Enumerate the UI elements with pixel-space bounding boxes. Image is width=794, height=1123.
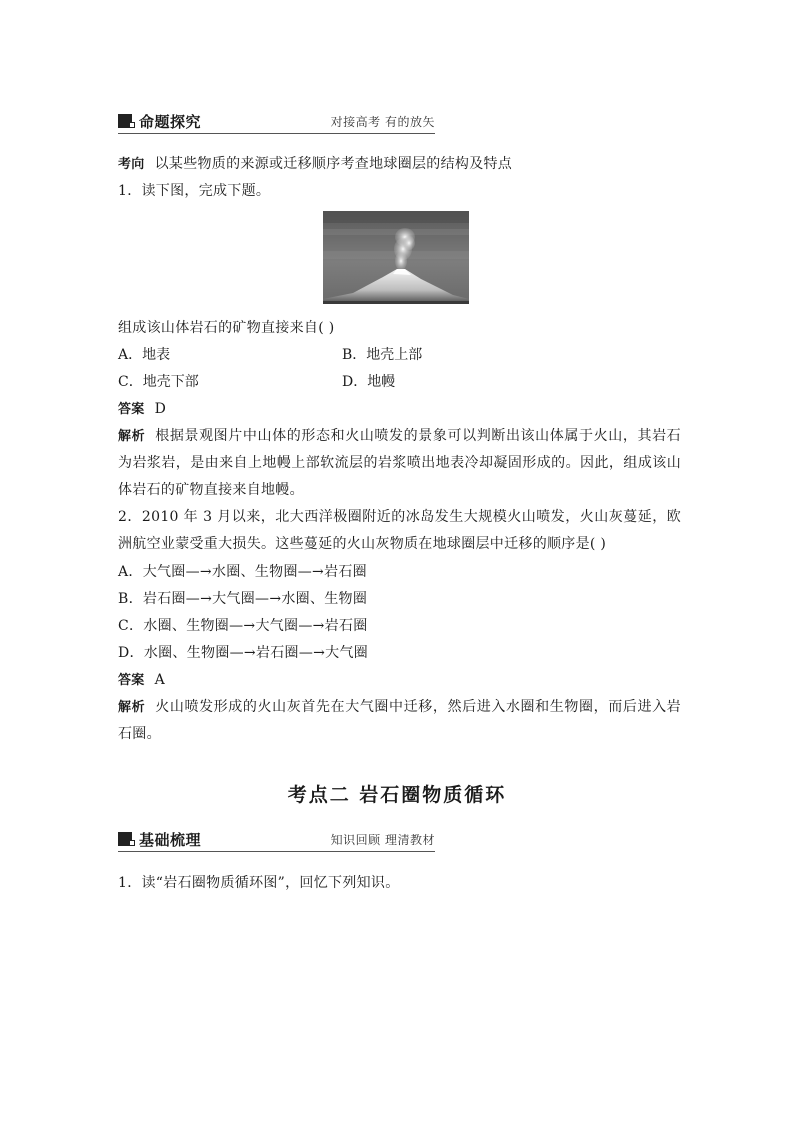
q1-option-b: B．地壳上部 bbox=[342, 347, 423, 363]
direction-label: 考向 bbox=[118, 157, 145, 172]
q3-stem: 1．读“岩石圈物质循环图”，回忆下列知识。 bbox=[118, 875, 400, 891]
section-title: 命题探究 bbox=[139, 113, 202, 131]
direction-text: 以某些物质的来源或迁移顺序考查地球圈层的结构及特点 bbox=[154, 156, 513, 172]
q2-stem: 2．2010 年 3 月以来，北大西洋极圈附近的冰岛发生大规模火山喷发，火山灰蔓延，欧洲航空业蒙受重大损失。这些蔓延的火山灰物质在地球圈层中迁移的顺序是( ) bbox=[118, 509, 681, 552]
section-banner-exploration bbox=[118, 110, 435, 132]
answer-label: 答案 bbox=[118, 673, 145, 688]
section-banner-basics bbox=[118, 828, 435, 850]
q1-question: 组成该山体岩石的矿物直接来自( ) bbox=[118, 320, 335, 336]
section-tagline: 对接高考 有的放矢 bbox=[330, 115, 435, 129]
q2-option-c: C．水圈、生物圈—→大气圈—→岩石圈 bbox=[118, 618, 368, 634]
analysis-text: 火山喷发形成的火山灰首先在大气圈中迁移，然后进入水圈和生物圈，而后进入岩石圈。 bbox=[118, 699, 681, 742]
section-title: 基础梳理 bbox=[139, 831, 202, 849]
banner-square-small-icon bbox=[129, 122, 135, 128]
section-tagline: 知识回顾 理清教材 bbox=[330, 833, 435, 847]
banner-square-small-icon bbox=[129, 840, 135, 846]
q2-analysis bbox=[118, 694, 681, 748]
answer-value: D bbox=[154, 401, 167, 417]
analysis-label: 解析 bbox=[118, 429, 146, 444]
section-rule bbox=[118, 133, 435, 134]
analysis-label: 解析 bbox=[118, 700, 146, 715]
answer-value: A bbox=[154, 672, 166, 688]
q1-option-c: C．地壳下部 bbox=[118, 374, 199, 390]
q2-option-a: A．大气圈—→水圈、生物圈—→岩石圈 bbox=[118, 564, 367, 580]
topic-heading: 考点二 岩石圈物质循环 bbox=[287, 784, 507, 806]
q2-option-b: B．岩石圈—→大气圈—→水圈、生物圈 bbox=[118, 591, 368, 607]
section-rule bbox=[118, 851, 435, 852]
q1-option-d: D．地幔 bbox=[342, 374, 396, 390]
q1-option-a: A．地表 bbox=[118, 347, 171, 363]
q1-stem: 1．读下图，完成下题。 bbox=[118, 183, 271, 199]
q1-answer bbox=[118, 399, 166, 420]
analysis-text: 根据景观图片中山体的形态和火山喷发的景象可以判断出该山体属于火山，其岩石为岩浆岩，是由来自上地幔上部软流层的岩浆喷出地表冷却凝固形成的。因此，组成该山体岩石的矿物直接来自地幔。 bbox=[118, 428, 681, 498]
exam-direction bbox=[118, 154, 512, 175]
q2-answer bbox=[118, 670, 165, 691]
q1-analysis bbox=[118, 423, 681, 504]
volcano-photo bbox=[323, 211, 469, 304]
q2-option-d: D．水圈、生物圈—→岩石圈—→大气圈 bbox=[118, 645, 369, 661]
answer-label: 答案 bbox=[118, 402, 145, 417]
